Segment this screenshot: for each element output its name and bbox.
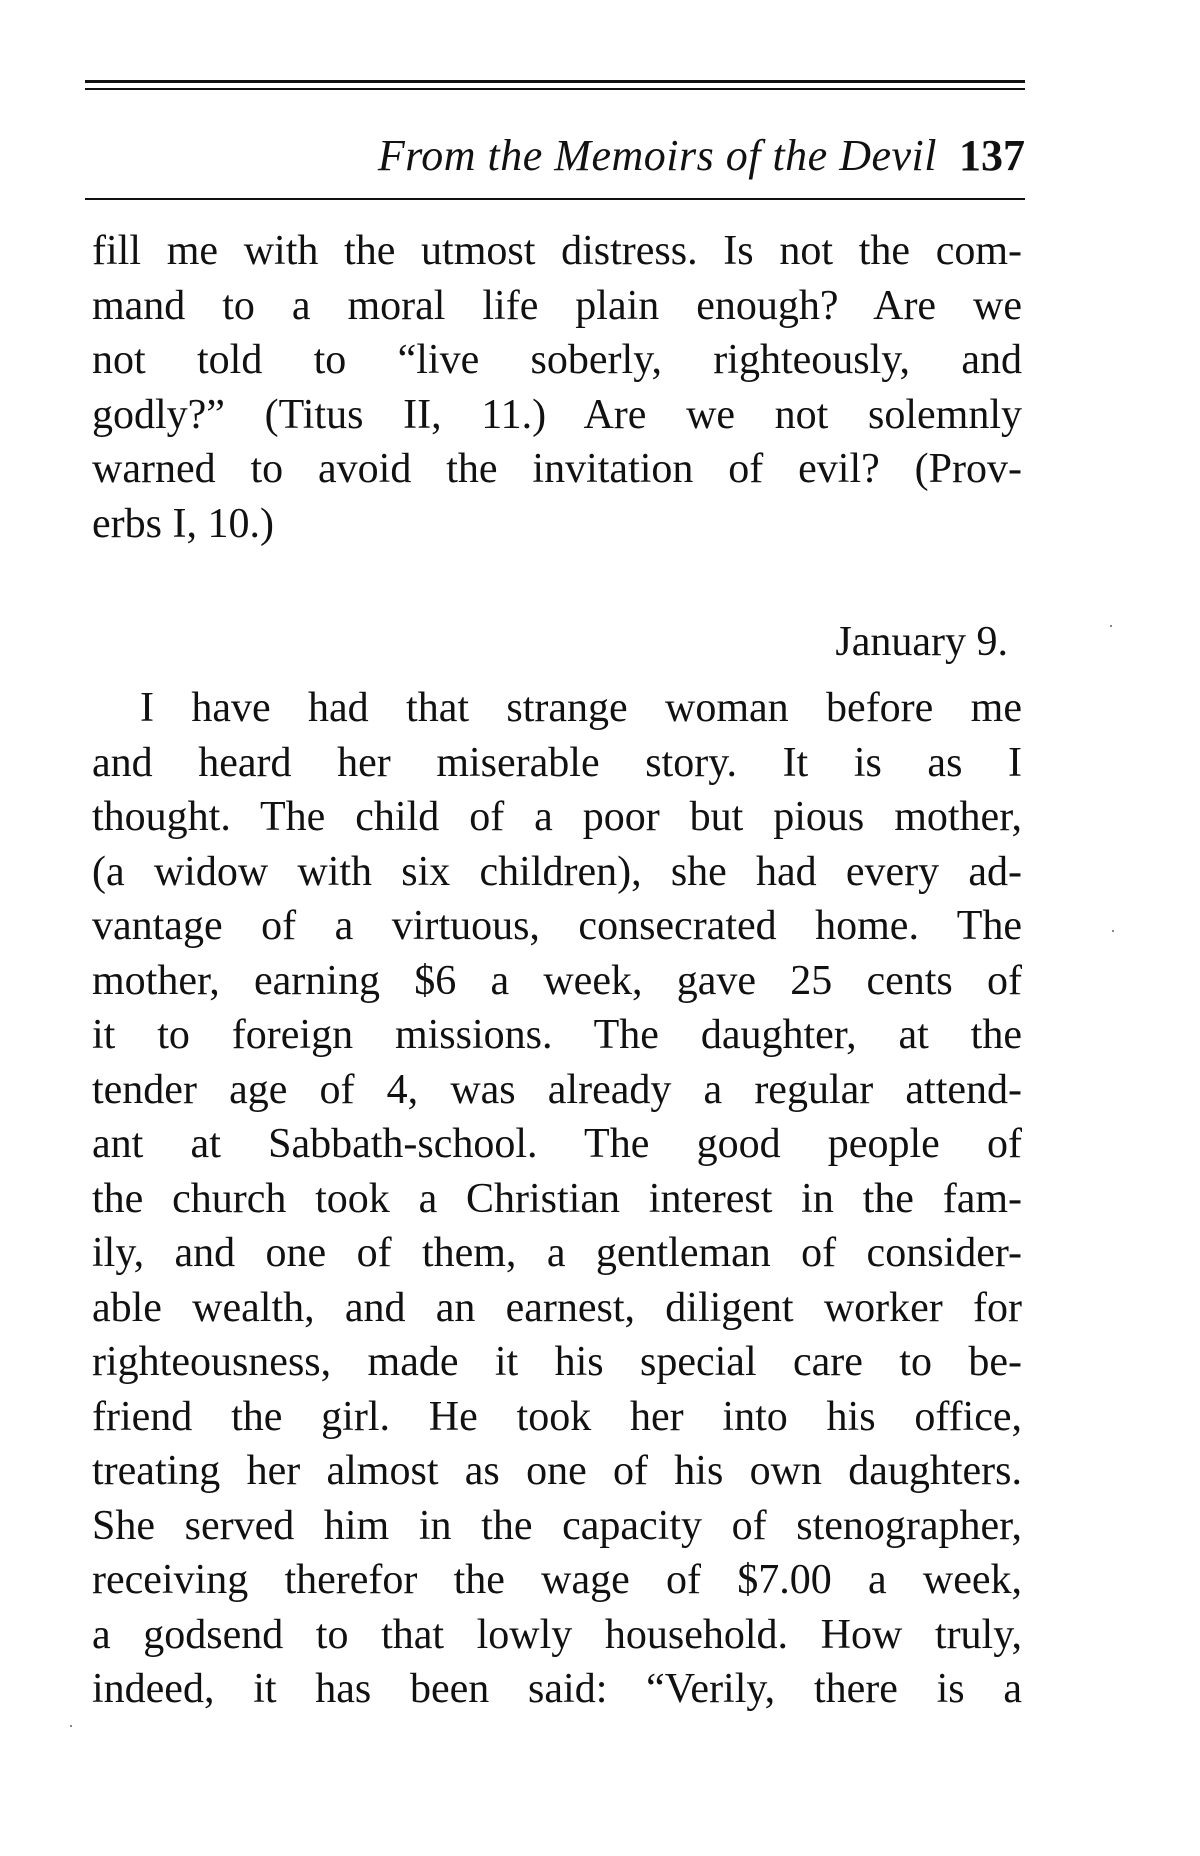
running-head-title: From the Memoirs of the Devil	[377, 131, 937, 180]
text-line: it to foreign missions. The daughter, at the	[92, 1012, 1022, 1058]
text-line: friend the girl. He took her into his office,	[92, 1393, 1022, 1440]
text-line: vantage of a virtuous, consecrated home. The	[92, 903, 1022, 949]
entry-date: January 9.	[835, 619, 1008, 665]
text-line: I have had that strange woman before me	[140, 685, 1022, 731]
text-line: receiving therefor the wage of $7.00 a week,	[92, 1557, 1022, 1603]
text-line: not told to “live soberly, righteously, and	[92, 337, 1022, 383]
paragraph-1	[92, 224, 1022, 551]
running-head	[85, 128, 1025, 184]
text-line: righteousness, made it his special care to be-	[92, 1339, 1022, 1385]
text-line: able wealth, and an earnest, diligent worker for	[92, 1284, 1022, 1331]
text-line: tender age of 4, was already a regular attend-	[92, 1066, 1022, 1113]
text-line: mand to a moral life plain enough? Are we	[92, 282, 1022, 329]
text-line: and heard her miserable story. It is as I	[92, 739, 1022, 786]
text-line: mother, earning $6 a week, gave 25 cents of	[92, 957, 1022, 1004]
text-line: warned to avoid the invitation of evil? (Prov-	[92, 446, 1022, 492]
print-speck	[1112, 930, 1114, 932]
paragraph-2	[92, 681, 1022, 1717]
text-line: ily, and one of them, a gentleman of consider-	[92, 1230, 1022, 1276]
text-line: indeed, it has been said: “Verily, there is a	[92, 1666, 1022, 1712]
header-rule-top-inner	[85, 88, 1025, 90]
text-line: treating her almost as one of his own daughters.	[92, 1448, 1022, 1494]
header-rule-bottom	[85, 198, 1025, 200]
text-line: thought. The child of a poor but pious mother,	[92, 794, 1022, 840]
header-rule-top	[85, 80, 1025, 83]
text-line: a godsend to that lowly household. How truly,	[92, 1611, 1022, 1658]
text-line: ant at Sabbath-school. The good people of	[92, 1121, 1022, 1167]
text-line: erbs I, 10.)	[92, 500, 274, 547]
page-number: 137	[959, 131, 1025, 180]
print-speck	[70, 1725, 72, 1727]
text-line: She served him in the capacity of stenographer,	[92, 1502, 1022, 1549]
text-line: fill me with the utmost distress. Is not the com-	[92, 228, 1022, 274]
text-line: (a widow with six children), she had every ad-	[92, 848, 1022, 895]
text-line: the church took a Christian interest in the fam-	[92, 1175, 1022, 1222]
text-line: godly?” (Titus II, 11.) Are we not solemnly	[92, 391, 1022, 438]
print-speck	[1110, 625, 1112, 627]
